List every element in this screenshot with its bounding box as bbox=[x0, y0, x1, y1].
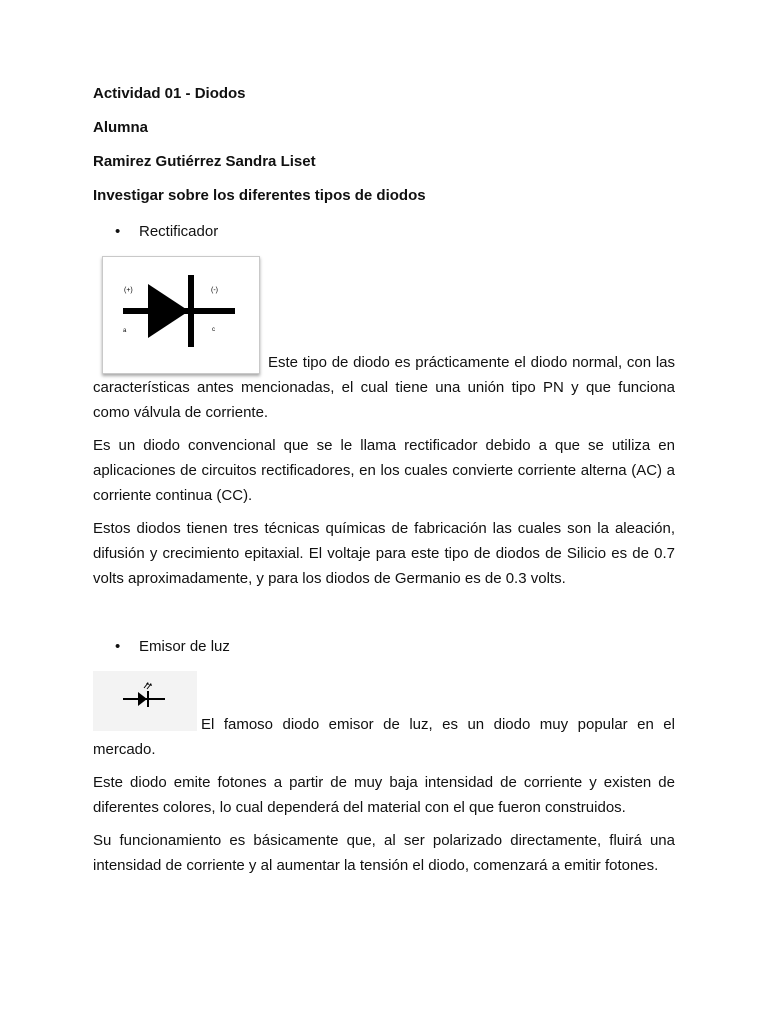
bullet-dot: • bbox=[115, 638, 121, 655]
emisor-block bbox=[93, 671, 675, 762]
paragraph: Su funcionamiento es básicamente que, al ser polarizado directamente, fluirá una intensidad de corriente y al aumentar la tensión el diodo, comenzará a emitir fotones. bbox=[93, 832, 675, 874]
rectificador-block bbox=[93, 256, 675, 425]
label-cathode: c bbox=[212, 327, 215, 333]
task-heading: Investigar sobre los diferentes tipos de diodos bbox=[93, 187, 426, 204]
diode-symbol-figure bbox=[102, 256, 260, 374]
student-name: Ramirez Gutiérrez Sandra Liset bbox=[93, 153, 316, 170]
document-page bbox=[93, 84, 675, 878]
bullet-emisor-de-luz bbox=[93, 637, 675, 657]
label-anode: a bbox=[123, 328, 127, 334]
paragraph: Estos diodos tienen tres técnicas químicas de fabricación las cuales son la aleación, difusión y crecimiento epitaxial. El voltaje para este tipo de diodos de Silicio es de 0.7 volts aproximadamente, y para los diodos de Germanio es de 0.3 volts. bbox=[93, 520, 675, 587]
label-minus: (-) bbox=[211, 287, 218, 294]
paragraph: Es un diodo convencional que se le llama rectificador debido a que se utiliza en aplicaciones de circuitos rectificadores, en los cuales convierte corriente alterna (AC) a corriente continua (CC). bbox=[93, 437, 675, 504]
student-label: Alumna bbox=[93, 119, 149, 136]
led-symbol-figure bbox=[93, 671, 197, 731]
paragraph: El famoso diodo emisor de luz, es un diodo muy popular en el mercado. bbox=[93, 716, 675, 758]
section-heading-rectificador: Rectificador bbox=[139, 223, 219, 240]
paragraph: Este diodo emite fotones a partir de muy baja intensidad de corriente y existen de diferentes colores, lo cual dependerá del material con el que fueron construidos. bbox=[93, 774, 675, 816]
paragraph: Este tipo de diodo es prácticamente el diodo normal, con las características antes mencionadas, el cual tiene una unión tipo PN y que funciona como válvula de corriente. bbox=[93, 354, 675, 421]
diode-symbol-icon bbox=[103, 257, 259, 373]
led-symbol-icon bbox=[93, 671, 197, 731]
document-title: Actividad 01 - Diodos bbox=[93, 85, 246, 102]
label-plus: (+) bbox=[124, 287, 133, 294]
section-heading-emisor: Emisor de luz bbox=[139, 638, 230, 655]
bullet-rectificador bbox=[93, 222, 675, 242]
bullet-dot: • bbox=[115, 223, 121, 240]
